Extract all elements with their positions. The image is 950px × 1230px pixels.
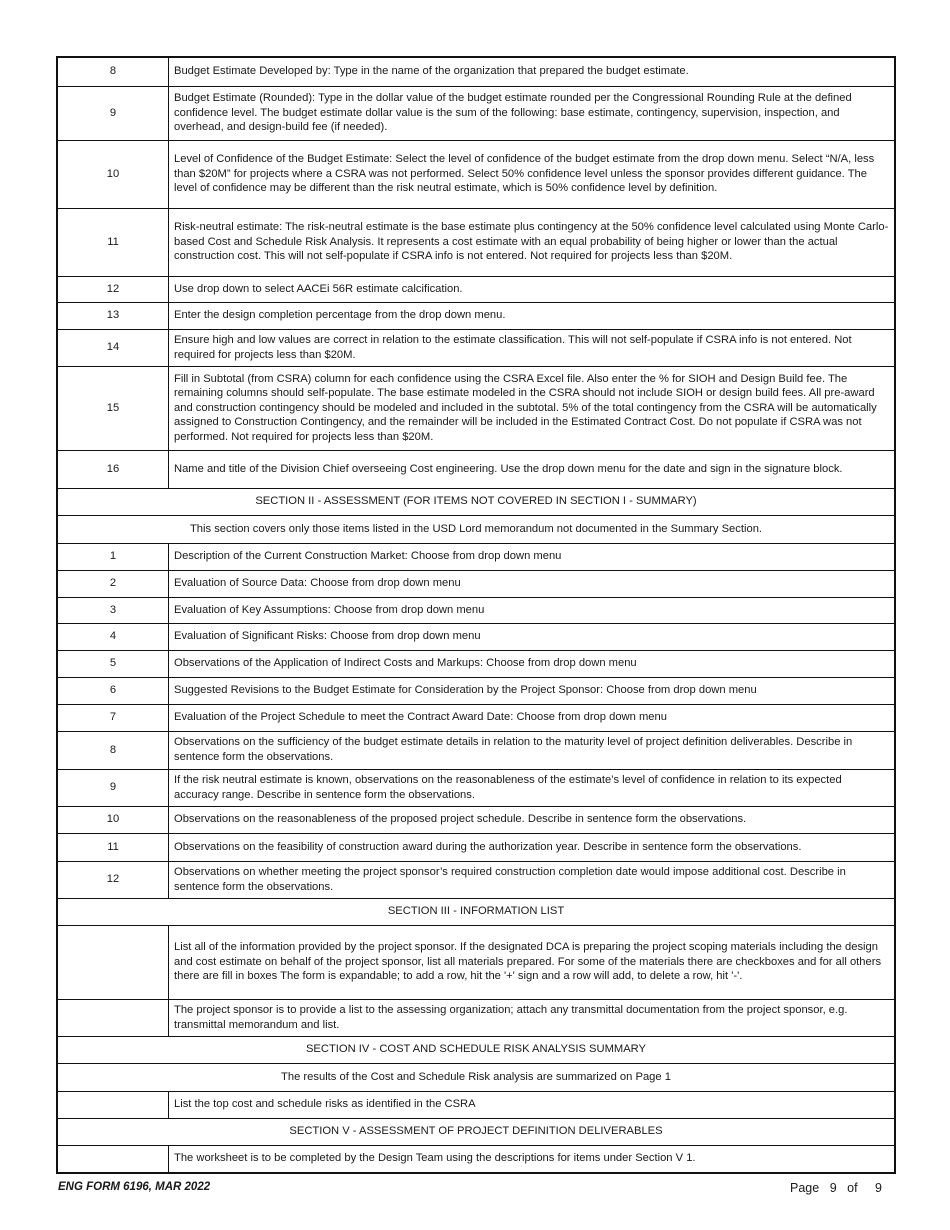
table-row bbox=[57, 570, 895, 597]
table-row bbox=[57, 140, 895, 208]
table-row bbox=[57, 450, 895, 488]
item-description: The project sponsor is to provide a list to the assessing organization; attach any transmittal documentation from the project sponsor, e.g. transmittal memorandum and list. bbox=[169, 999, 896, 1036]
section-title: SECTION II - ASSESSMENT (FOR ITEMS NOT COVERED IN SECTION I - SUMMARY) bbox=[57, 488, 895, 515]
page-total: 9 bbox=[875, 1181, 882, 1195]
instructions-table bbox=[56, 56, 896, 1174]
table-row bbox=[57, 833, 895, 861]
item-description: Fill in Subtotal (from CSRA) column for each confidence using the CSRA Excel file. Also enter the % for SIOH and Design Build fee. The remaining columns should self-populate. The base estimate modeled in the CSRA should not include SIOH or design build fees. All pre-award and construction contingency should be modeled and included in the subtotal. 5% of the total contingency from the CSRA will be automatically assigned to Construction Contingency, and the remainder will be included in the Estimated Contract Cost. Do not populate if CSRA was not performed. Not required for projects less than $20M. bbox=[169, 366, 896, 450]
item-description: List the top cost and schedule risks as identified in the CSRA bbox=[169, 1091, 896, 1118]
item-number bbox=[57, 925, 169, 999]
table-row bbox=[57, 543, 895, 570]
table-row bbox=[57, 769, 895, 806]
item-number: 9 bbox=[57, 769, 169, 806]
item-description: Observations on the reasonableness of the proposed project schedule. Describe in sentence form the observations. bbox=[169, 806, 896, 833]
table-row bbox=[57, 276, 895, 302]
item-description: Ensure high and low values are correct in relation to the estimate classification. This will not self-populate if CSRA info is not entered. Not required for projects less than $20M. bbox=[169, 329, 896, 366]
item-number: 7 bbox=[57, 704, 169, 731]
table-row bbox=[57, 1145, 895, 1173]
table-row bbox=[57, 86, 895, 140]
section-title: SECTION III - INFORMATION LIST bbox=[57, 898, 895, 925]
item-number: 2 bbox=[57, 570, 169, 597]
item-description: Evaluation of Source Data: Choose from drop down menu bbox=[169, 570, 896, 597]
item-description: Observations on the sufficiency of the budget estimate details in relation to the maturity level of project definition deliverables. Describe in sentence form the observations. bbox=[169, 731, 896, 769]
table-row bbox=[57, 650, 895, 677]
item-description: Name and title of the Division Chief overseeing Cost engineering. Use the drop down menu for the date and sign in the signature block. bbox=[169, 450, 896, 488]
item-description: Observations on the feasibility of construction award during the authorization year. Describe in sentence form the observations. bbox=[169, 833, 896, 861]
table-row bbox=[57, 329, 895, 366]
item-description: Risk-neutral estimate: The risk-neutral estimate is the base estimate plus contingency at the 50% confidence level calculated using Monte Carlo-based Cost and Schedule Risk Analysis. It represents a cost estimate with an equal probability of being higher or lower than the actual construction cost. This will not self-populate if CSRA info is not entered. Not required for projects less than $20M. bbox=[169, 208, 896, 276]
item-description: The worksheet is to be completed by the Design Team using the descriptions for items under Section V 1. bbox=[169, 1145, 896, 1173]
instructions-table-body bbox=[57, 57, 895, 1173]
item-number: 9 bbox=[57, 86, 169, 140]
table-row bbox=[57, 806, 895, 833]
table-row bbox=[57, 366, 895, 450]
item-description: Budget Estimate (Rounded): Type in the dollar value of the budget estimate rounded per the Congressional Rounding Rule at the defined confidence level. The budget estimate dollar value is the sum of the following: base estimate, contingency, supervision, inspection, and overhead, and design-build fee (if needed). bbox=[169, 86, 896, 140]
table-row bbox=[57, 302, 895, 329]
section-header-row bbox=[57, 1036, 895, 1063]
section-note: The results of the Cost and Schedule Risk analysis are summarized on Page 1 bbox=[57, 1063, 895, 1091]
item-description: Level of Confidence of the Budget Estimate: Select the level of confidence of the budget estimate from the drop down menu. Select “N/A, less than $20M” for projects where a CSRA was not performed. Select 50% confidence level unless the sponsor provides different guidance. The level of confidence may be different than the risk neutral estimate, which is 50% confidence level by definition. bbox=[169, 140, 896, 208]
table-row bbox=[57, 999, 895, 1036]
item-number: 10 bbox=[57, 140, 169, 208]
page-indicator bbox=[790, 1181, 882, 1195]
item-number: 5 bbox=[57, 650, 169, 677]
table-row bbox=[57, 623, 895, 650]
item-number: 8 bbox=[57, 731, 169, 769]
item-number: 16 bbox=[57, 450, 169, 488]
item-description: Evaluation of the Project Schedule to meet the Contract Award Date: Choose from drop down menu bbox=[169, 704, 896, 731]
item-number: 11 bbox=[57, 833, 169, 861]
item-number bbox=[57, 999, 169, 1036]
item-number: 3 bbox=[57, 597, 169, 623]
item-description: Suggested Revisions to the Budget Estimate for Consideration by the Project Sponsor: Choose from drop down menu bbox=[169, 677, 896, 704]
table-row bbox=[57, 57, 895, 86]
item-description: Enter the design completion percentage from the drop down menu. bbox=[169, 302, 896, 329]
page-number: 9 bbox=[829, 1181, 837, 1195]
table-row bbox=[57, 677, 895, 704]
table-row bbox=[57, 704, 895, 731]
page-of-label: of bbox=[847, 1181, 858, 1195]
table-row bbox=[57, 597, 895, 623]
table-row bbox=[57, 731, 895, 769]
section-title: SECTION IV - COST AND SCHEDULE RISK ANALYSIS SUMMARY bbox=[57, 1036, 895, 1063]
item-description: Evaluation of Significant Risks: Choose from drop down menu bbox=[169, 623, 896, 650]
section-note: This section covers only those items listed in the USD Lord memorandum not documented in the Summary Section. bbox=[57, 515, 895, 543]
page-label: Page bbox=[790, 1181, 820, 1195]
item-number: 13 bbox=[57, 302, 169, 329]
section-header-row bbox=[57, 488, 895, 515]
item-number: 8 bbox=[57, 57, 169, 86]
section-note-row bbox=[57, 515, 895, 543]
item-number: 14 bbox=[57, 329, 169, 366]
item-number: 12 bbox=[57, 861, 169, 898]
item-number: 4 bbox=[57, 623, 169, 650]
item-number: 6 bbox=[57, 677, 169, 704]
item-number: 1 bbox=[57, 543, 169, 570]
section-title: SECTION V - ASSESSMENT OF PROJECT DEFINITION DELIVERABLES bbox=[57, 1118, 895, 1145]
item-description: Description of the Current Construction Market: Choose from drop down menu bbox=[169, 543, 896, 570]
item-description: Use drop down to select AACEi 56R estimate calcification. bbox=[169, 276, 896, 302]
item-description: If the risk neutral estimate is known, observations on the reasonableness of the estimate’s level of confidence in relation to its expected accuracy range. Describe in sentence form the observations. bbox=[169, 769, 896, 806]
item-number bbox=[57, 1091, 169, 1118]
table-row bbox=[57, 925, 895, 999]
section-header-row bbox=[57, 1118, 895, 1145]
item-description: Observations of the Application of Indirect Costs and Markups: Choose from drop down menu bbox=[169, 650, 896, 677]
item-description: Observations on whether meeting the project sponsor’s required construction completion date would impose additional cost. Describe in sentence form the observations. bbox=[169, 861, 896, 898]
item-description: Evaluation of Key Assumptions: Choose from drop down menu bbox=[169, 597, 896, 623]
item-number: 12 bbox=[57, 276, 169, 302]
section-header-row bbox=[57, 898, 895, 925]
item-number: 10 bbox=[57, 806, 169, 833]
item-number bbox=[57, 1145, 169, 1173]
item-number: 11 bbox=[57, 208, 169, 276]
form-identifier: ENG FORM 6196, MAR 2022 bbox=[58, 1181, 211, 1193]
section-note-row bbox=[57, 1063, 895, 1091]
item-description: Budget Estimate Developed by: Type in the name of the organization that prepared the budget estimate. bbox=[169, 57, 896, 86]
table-row bbox=[57, 861, 895, 898]
table-row bbox=[57, 1091, 895, 1118]
item-number: 15 bbox=[57, 366, 169, 450]
item-description: List all of the information provided by the project sponsor. If the designated DCA is preparing the project scoping materials including the design and cost estimate on behalf of the project sponsor, list all materials prepared. For some of the materials there are checkboxes and for all others there are fill in boxes The form is expandable; to add a row, hit the '+' sign and a row will add, to delete a row, hit '-'. bbox=[169, 925, 896, 999]
table-row bbox=[57, 208, 895, 276]
